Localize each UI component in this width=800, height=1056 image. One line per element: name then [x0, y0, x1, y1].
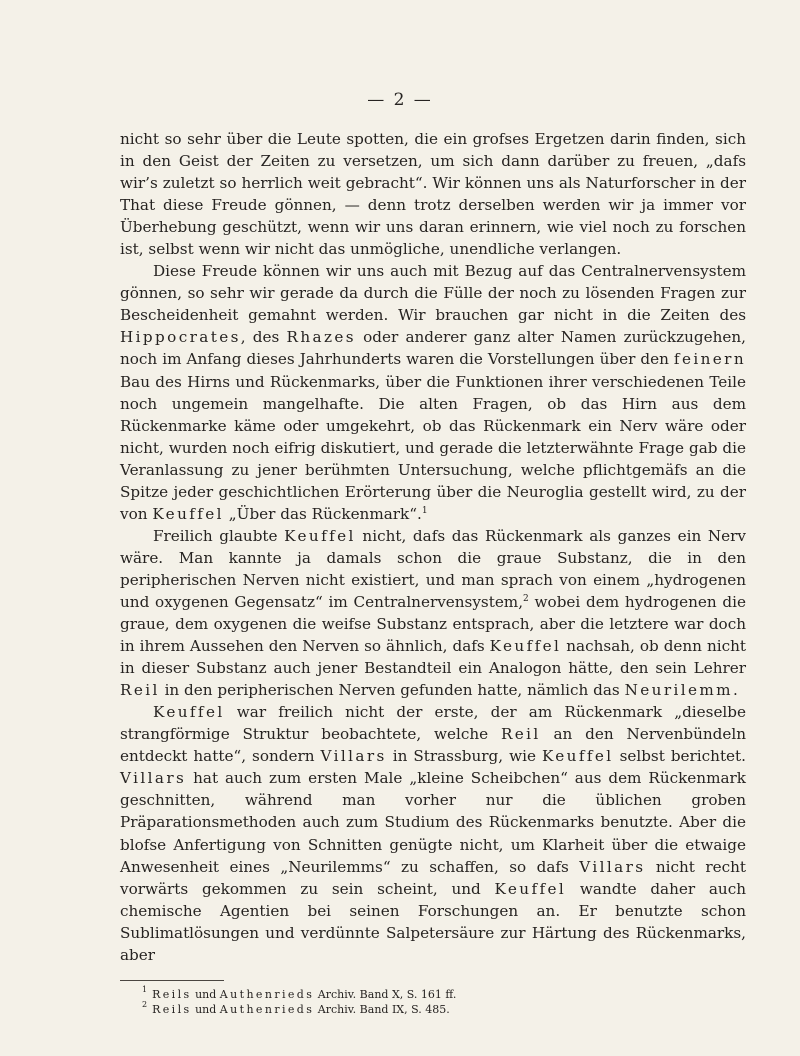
paragraph-text: nicht, dafs das Rückenmark als ganzes ein Nerv wäre. Man kannte ja damals schon die graue Substanz, die in den peripherischen Nerven nicht existiert, und man sprach von einem „hydrogenen und oxygenen Gegensatz“ im Centralnervensystem,: [120, 526, 746, 611]
spaced-name: Reil: [120, 681, 160, 700]
paragraph-text: „Über das Rückenmark“.: [223, 504, 422, 523]
spaced-name: Villars: [320, 747, 387, 766]
page-number: — 2 —: [367, 90, 433, 110]
spaced-name: Authenrieds: [219, 987, 315, 1001]
footnote-text: und: [191, 1002, 220, 1016]
footnote-mark: 2: [142, 999, 148, 1009]
paragraph-text: selbst berichtet.: [613, 747, 746, 766]
spaced-name: Keuffel: [153, 703, 225, 722]
paragraph: [120, 128, 746, 260]
spaced-name: Keuffel: [489, 637, 562, 656]
footnote-reference: 2: [523, 593, 529, 604]
spaced-name: Hippocrates: [120, 328, 241, 347]
spaced-name: Keuffel: [541, 747, 614, 766]
footnote-mark: 1: [142, 984, 148, 994]
footnote: [120, 999, 746, 1017]
body-text: [120, 128, 746, 966]
paragraph: [120, 701, 746, 966]
spaced-name: Villars: [579, 857, 646, 876]
paragraph-text: nachsah, ob denn nicht in dieser Substanz auch jener Bestandteil ein Analogon hätte, den sein Lehrer: [120, 637, 746, 678]
footnote-text: Archiv. Band X, S. 161 ff.: [314, 987, 457, 1001]
paragraph-text: in den peripherischen Nerven gefunden hatte, nämlich das: [159, 681, 625, 700]
paragraph-text: nicht so sehr über die Leute spotten, die ein grofses Ergetzen darin finden, sich in den Geist der Zeiten zu versetzen, um sich dann darüber zu freuen, „dafs wir’s zuletzt so herrlich weit gebracht“. Wir können uns als Naturforscher in der That diese Freude gönnen, — denn trotz derselben werden wir ja immer vor Überhebung geschützt, wenn wir uns daran erinnern, wie viel noch zu forschen ist, selbst wenn wir nicht das unmögliche, unendliche verlangen.: [120, 130, 746, 259]
footnote-text: und: [191, 987, 220, 1001]
footnote-reference: 1: [421, 505, 428, 516]
footnote-divider: [120, 980, 224, 981]
footnote: [120, 984, 746, 1002]
spaced-name: Keuffel: [494, 879, 567, 898]
footnote-text: Archiv. Band IX, S. 485.: [314, 1002, 450, 1016]
paragraph-text: war freilich nicht der erste, der am Rückenmark „dieselbe strangförmige Struktur beobachtete, welche: [120, 703, 746, 744]
paragraph-text: oder anderer ganz alter Namen zurückzugehen, noch im Anfang dieses Jahrhunderts waren die Vorstellungen über den: [120, 328, 746, 369]
paragraph-text: wandte daher auch chemische Agentien bei seinen Forschungen an. Er benutzte schon Sublimatlösungen und verdünnte Salpetersäure zur Härtung des Rückenmarks, aber: [120, 879, 747, 964]
paragraph-text: , des: [240, 328, 287, 347]
spaced-name: Reil: [500, 725, 541, 744]
paragraph: [120, 260, 746, 525]
footnotes: [120, 984, 746, 1017]
paragraph-text: .: [733, 681, 738, 700]
paragraph: [120, 525, 746, 701]
paragraph-text: Bau des Hirns und Rückenmarks, über die Funktionen ihrer verschiedenen Teile noch ungemein mangelhafte. Die alten Fragen, ob das Hirn aus dem Rückenmarke käme oder umgekehrt, ob das Rückenmark ein Nerv wäre oder nicht, wurden noch eifrig diskutiert, und gerade die letzterwähnte Frage gab die Veranlassung zu jener berühmten Untersuchung, welche pflichtgemäfs an die Spitze jeder geschichtlichen Erörterung über die Neuroglia gestellt wird, zu der von: [120, 372, 746, 523]
spaced-name: feinern: [673, 350, 746, 369]
paragraph-text: in Strassburg, wie: [386, 747, 542, 766]
paragraph-text: wobei dem hydrogenen die graue, dem oxygenen die weifse Substanz entsprach, aber die letztere war doch in ihrem Aussehen den Nerven so ähnlich, dafs: [120, 592, 747, 656]
spaced-name: Rhazes: [286, 328, 356, 347]
paragraph-text: hat auch zum ersten Male „kleine Scheibchen“ aus dem Rückenmark geschnitten, während man vorher nur die üblichen groben Präparationsmethoden auch zum Studium des Rückenmarks benutzte. Aber die blofse Anfertigung von Schnitten genügte nicht, um Klarheit über die etwaige Anwesenheit eines „Neurilemms“ zu schaffen, so dafs: [120, 769, 746, 876]
spaced-name: Neurilemm: [624, 681, 733, 700]
spaced-name: Keuffel: [284, 526, 356, 545]
spaced-name: Reils: [152, 987, 192, 1001]
paragraph-text: Diese Freude können wir uns auch mit Bezug auf das Centralnervensystem gönnen, so sehr wir gerade da durch die Fülle der noch zu lösenden Fragen zur Bescheidenheit gemahnt werden. Wir brauchen gar nicht in die Zeiten des: [120, 262, 746, 325]
paragraph-text: Freilich glaubte: [153, 526, 285, 545]
paragraph-text: nicht recht vorwärts gekommen zu sein scheint, und: [120, 857, 746, 898]
spaced-name: Reils: [152, 1002, 192, 1016]
spaced-name: Villars: [120, 769, 187, 788]
paragraph-text: an den Nervenbündeln entdeckt hatte“, sondern: [120, 725, 746, 766]
spaced-name: Keuffel: [152, 504, 224, 523]
spaced-name: Authenrieds: [219, 1002, 315, 1016]
